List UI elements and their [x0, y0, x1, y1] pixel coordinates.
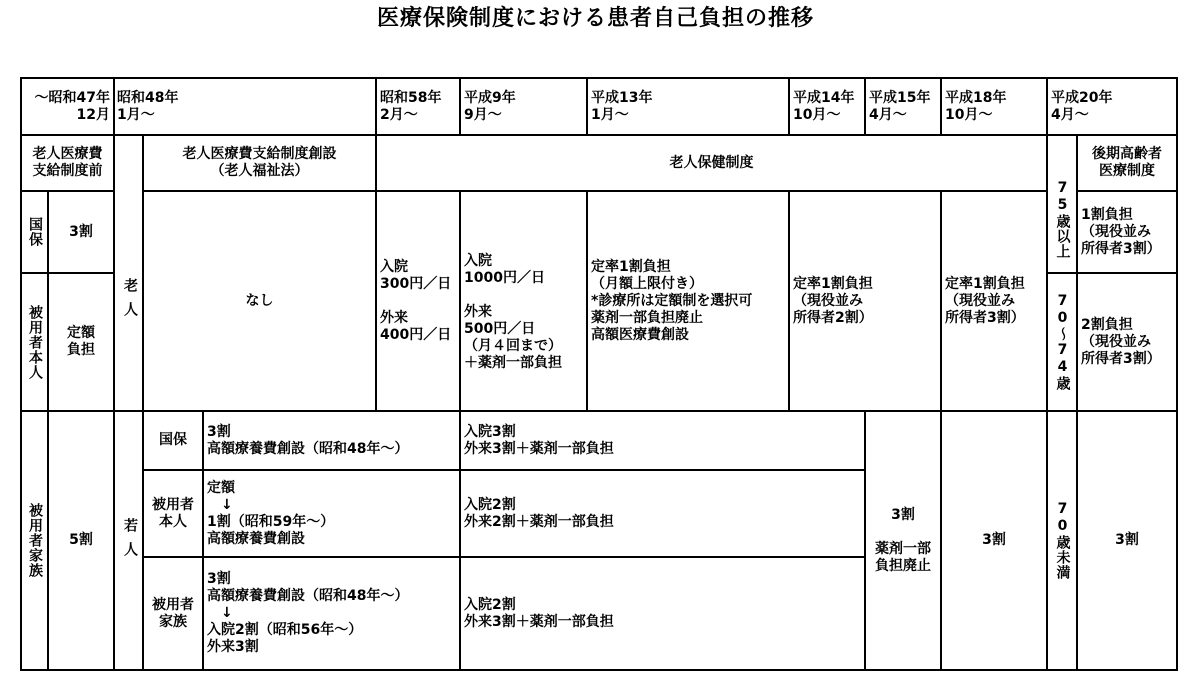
cell-value: 入院3割 外来3割＋薬剤一部負担 — [464, 423, 614, 457]
cell-value: なし — [245, 292, 274, 309]
label-elderly — [115, 192, 144, 412]
label-over75 — [1048, 136, 1078, 274]
label-age-70-74 — [1048, 274, 1078, 412]
cell-heisei9-elderly — [461, 192, 588, 412]
cell-value: 入院 300円／日 外来 400円／日 — [380, 258, 452, 343]
cell-late-75 — [1078, 192, 1178, 274]
cell-heisei13-elderly — [588, 192, 790, 412]
cell-value: 定率1割負担 （現役並み 所得者3割） — [945, 275, 1025, 326]
period-label: ～昭和47年 12月 — [34, 89, 110, 123]
cell-value: 入院2割 外来3割＋薬剤一部負担 — [464, 596, 614, 630]
period-label: 平成13年 1月～ — [591, 89, 653, 123]
cell-value: 3割 高額療養費創設（昭和48年～） — [207, 423, 409, 457]
cell-nashi — [144, 192, 377, 412]
label-under70 — [1048, 412, 1078, 671]
sub-label: 被用者 家族 — [152, 596, 194, 630]
cell-young-insured-h9 — [461, 471, 866, 558]
system-late — [1078, 136, 1178, 192]
cell-value: 入院2割 外来2割＋薬剤一部負担 — [464, 496, 614, 530]
cell-pre-family — [49, 412, 115, 671]
cell-value: 3割 高額療養費創設（昭和48年～） ↓ 入院2割（昭和56年～） 外来3割 — [207, 571, 409, 655]
system-label: 老人保健制度 — [669, 154, 754, 171]
cell-showa58-elderly — [377, 192, 461, 412]
period-header-showa58 — [377, 77, 461, 136]
cell-young-h15 — [866, 412, 942, 671]
period-header-heisei13 — [588, 77, 790, 136]
cell-young-kokuho-h9 — [461, 412, 866, 471]
cell-young-family-early — [204, 558, 461, 671]
period-label: 平成9年 9月～ — [464, 89, 516, 123]
sub-label: 被用者 本人 — [152, 496, 194, 530]
cell-value: 定額 負担 — [67, 325, 95, 358]
label-kokuho — [20, 192, 49, 274]
period-header-heisei15 — [866, 77, 942, 136]
cell-value: 入院 1000円／日 外来 500円／日 （月４回まで） ＋薬剤一部負担 — [464, 252, 562, 371]
cell-heisei18-elderly — [942, 192, 1048, 412]
cell-value: 3割 薬剤一部 負担廃止 — [875, 506, 931, 574]
period-label: 平成18年 10月～ — [945, 89, 1007, 123]
period-header-showa48 — [115, 77, 377, 136]
period-label: 平成15年 4月～ — [869, 89, 931, 123]
cell-young-kokuho-early — [204, 412, 461, 471]
cell-value: 定額 ↓ 1割（昭和59年～） 高額療養費創設 — [207, 479, 335, 547]
sublabel-family — [144, 558, 204, 671]
cell-value: 5割 — [69, 532, 93, 548]
cell-young-h18 — [942, 412, 1048, 671]
system-creation — [144, 136, 377, 192]
system-health — [377, 136, 1048, 192]
system-pre — [20, 136, 115, 192]
cell-value: 定率1割負担 （月額上限付き） *診療所は定額制を選択可 薬剤一部負担廃止 高額医療費創設 — [591, 258, 753, 343]
period-header-heisei18 — [942, 77, 1048, 136]
period-header-heisei20 — [1048, 77, 1178, 136]
label-family — [20, 412, 49, 671]
sublabel-kokuho — [144, 412, 204, 471]
label-insured — [20, 274, 49, 412]
cell-young-h20 — [1078, 412, 1178, 671]
period-header-heisei9 — [461, 77, 588, 136]
period-label: 昭和48年 1月～ — [117, 89, 179, 123]
cell-value: 3割 — [982, 532, 1006, 548]
age-label: 75歳以上 — [1054, 179, 1071, 259]
cell-young-family-h9 — [461, 558, 866, 671]
cell-value: 1割負担 （現役並み 所得者3割） — [1081, 206, 1161, 257]
copayment-history-table — [20, 77, 1178, 671]
system-label: 老人医療費 支給制度前 — [32, 146, 103, 179]
label-young-text: 若人 — [122, 517, 138, 566]
period-label: 平成20年 4月～ — [1051, 89, 1113, 123]
cell-value: 2割負担 （現役並み 所得者3割） — [1081, 316, 1161, 367]
cell-pre-kokuho — [49, 192, 115, 274]
row-label: 被用者家族 — [27, 503, 43, 578]
sub-label: 国保 — [159, 432, 187, 448]
period-label: 昭和58年 2月～ — [380, 89, 442, 123]
row-label: 国保 — [27, 217, 43, 247]
sublabel-insured — [144, 471, 204, 558]
cell-pre-insured — [49, 274, 115, 412]
cell-value: 3割 — [69, 223, 93, 240]
period-header-heisei14 — [790, 77, 866, 136]
age-label: 70〜74歳 — [1054, 293, 1071, 391]
cell-value: 定率1割負担 （現役並み 所得者2割） — [793, 275, 873, 326]
period-header-showa47 — [20, 77, 115, 136]
cell-heisei14-elderly — [790, 192, 942, 412]
cell-value: 3割 — [1115, 532, 1139, 548]
age-label: 70歳未満 — [1054, 501, 1071, 580]
period-label: 平成14年 10月～ — [793, 89, 855, 123]
label-elderly-text: 老人 — [122, 278, 138, 326]
cell-late-70-74 — [1078, 274, 1178, 412]
system-label: 後期高齢者 医療制度 — [1092, 146, 1162, 179]
row-label: 被用者本人 — [27, 304, 43, 380]
system-label: 老人医療費支給制度創設 （老人福祉法） — [182, 146, 337, 179]
cell-young-insured-early — [204, 471, 461, 558]
page-title: 医療保険制度における患者自己負担の推移 — [376, 6, 814, 31]
label-young — [115, 412, 144, 671]
